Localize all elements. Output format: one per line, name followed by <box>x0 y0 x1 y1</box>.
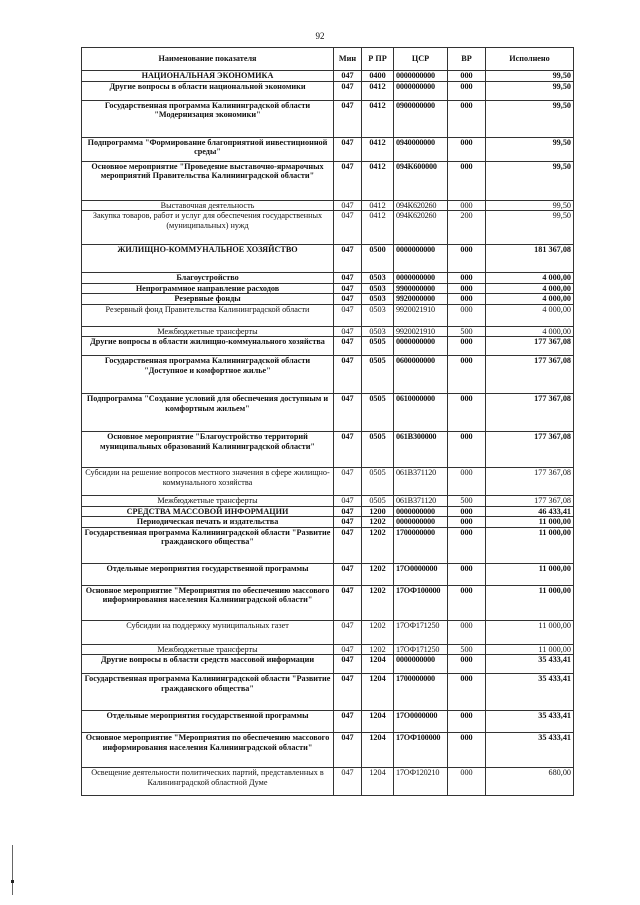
row-vr: 000 <box>448 294 486 305</box>
row-min: 047 <box>334 245 362 273</box>
table-row <box>82 711 574 733</box>
row-min: 047 <box>334 326 362 337</box>
row-rpr: 1202 <box>362 620 394 644</box>
row-vr: 000 <box>448 733 486 768</box>
row-min: 047 <box>334 71 362 82</box>
table-header-row <box>82 48 574 71</box>
table-row <box>82 137 574 161</box>
row-min: 047 <box>334 81 362 100</box>
row-vr: 000 <box>448 506 486 517</box>
row-vr: 500 <box>448 326 486 337</box>
row-name: Другие вопросы в области жилищно-коммунального хозяйства <box>82 337 334 356</box>
row-executed-value: 35 433,41 <box>486 655 574 674</box>
row-name: Отдельные мероприятия государственной программы <box>82 711 334 733</box>
table-row <box>82 468 574 496</box>
table-row <box>82 245 574 273</box>
row-name: Основное мероприятие "Проведение выставочно-ярмарочных мероприятий Правительства Калининградской области" <box>82 161 334 200</box>
row-vr: 000 <box>448 161 486 200</box>
table-row <box>82 768 574 796</box>
table-row <box>82 733 574 768</box>
row-executed-value: 11 000,00 <box>486 563 574 585</box>
row-csr: 0000000000 <box>394 245 448 273</box>
row-rpr: 0505 <box>362 468 394 496</box>
row-csr: 094К620260 <box>394 211 448 245</box>
row-executed-value: 177 367,08 <box>486 468 574 496</box>
row-min: 047 <box>334 527 362 563</box>
row-rpr: 1204 <box>362 655 394 674</box>
table-row <box>82 506 574 517</box>
row-executed-value: 4 000,00 <box>486 294 574 305</box>
row-name: Другие вопросы в области национальной экономики <box>82 81 334 100</box>
row-min: 047 <box>334 655 362 674</box>
row-rpr: 1202 <box>362 644 394 655</box>
row-vr: 000 <box>448 337 486 356</box>
row-csr: 0610000000 <box>394 394 448 432</box>
row-vr: 000 <box>448 356 486 394</box>
row-min: 047 <box>334 711 362 733</box>
row-rpr: 0412 <box>362 200 394 211</box>
row-executed-value: 99,50 <box>486 137 574 161</box>
row-min: 047 <box>334 394 362 432</box>
row-executed-value: 99,50 <box>486 211 574 245</box>
row-name: СРЕДСТВА МАССОВОЙ ИНФОРМАЦИИ <box>82 506 334 517</box>
row-executed-value: 11 000,00 <box>486 620 574 644</box>
row-name: Периодическая печать и издательства <box>82 517 334 528</box>
row-vr: 000 <box>448 585 486 620</box>
row-rpr: 0505 <box>362 337 394 356</box>
row-executed-value: 11 000,00 <box>486 517 574 528</box>
row-name: Благоустройство <box>82 273 334 284</box>
table-row <box>82 432 574 468</box>
row-min: 047 <box>334 294 362 305</box>
row-vr: 000 <box>448 527 486 563</box>
row-csr: 0000000000 <box>394 655 448 674</box>
row-vr: 000 <box>448 394 486 432</box>
row-vr: 000 <box>448 200 486 211</box>
header-vr: ВР <box>448 48 486 71</box>
row-rpr: 1202 <box>362 563 394 585</box>
row-min: 047 <box>334 304 362 326</box>
row-min: 047 <box>334 137 362 161</box>
table-row <box>82 200 574 211</box>
row-executed-value: 99,50 <box>486 81 574 100</box>
row-min: 047 <box>334 356 362 394</box>
row-executed-value: 4 000,00 <box>486 283 574 294</box>
row-rpr: 1204 <box>362 768 394 796</box>
table-row <box>82 337 574 356</box>
row-csr: 9920000000 <box>394 294 448 305</box>
row-name: Отдельные мероприятия государственной программы <box>82 563 334 585</box>
row-executed-value: 11 000,00 <box>486 527 574 563</box>
row-min: 047 <box>334 273 362 284</box>
row-csr: 17ОФ100000 <box>394 585 448 620</box>
row-csr: 1700000000 <box>394 527 448 563</box>
row-executed-value: 181 367,08 <box>486 245 574 273</box>
row-vr: 000 <box>448 81 486 100</box>
row-name: Основное мероприятие "Мероприятия по обеспечению массового информирования населения Калининградской области" <box>82 585 334 620</box>
row-executed-value: 99,50 <box>486 71 574 82</box>
row-csr: 0600000000 <box>394 356 448 394</box>
row-vr: 000 <box>448 711 486 733</box>
row-rpr: 0505 <box>362 394 394 432</box>
row-min: 047 <box>334 506 362 517</box>
row-csr: 0940000000 <box>394 137 448 161</box>
table-body <box>82 71 574 796</box>
row-vr: 000 <box>448 71 486 82</box>
row-executed-value: 177 367,08 <box>486 337 574 356</box>
row-vr: 000 <box>448 137 486 161</box>
scan-edge-mark <box>12 845 13 895</box>
row-min: 047 <box>334 517 362 528</box>
row-vr: 000 <box>448 245 486 273</box>
page-number: 92 <box>315 31 325 41</box>
row-vr: 000 <box>448 273 486 284</box>
table-row <box>82 100 574 137</box>
row-vr: 000 <box>448 304 486 326</box>
row-rpr: 0500 <box>362 245 394 273</box>
row-executed-value: 99,50 <box>486 100 574 137</box>
row-name: Непрограммное направление расходов <box>82 283 334 294</box>
row-csr: 17ОФ171250 <box>394 644 448 655</box>
row-vr: 000 <box>448 432 486 468</box>
row-name: Другие вопросы в области средств массовой информации <box>82 655 334 674</box>
table-row <box>82 620 574 644</box>
row-csr: 0000000000 <box>394 337 448 356</box>
row-executed-value: 177 367,08 <box>486 356 574 394</box>
row-csr: 9900000000 <box>394 283 448 294</box>
row-csr: 061В300000 <box>394 432 448 468</box>
row-csr: 17ОФ100000 <box>394 733 448 768</box>
row-min: 047 <box>334 563 362 585</box>
row-executed-value: 35 433,41 <box>486 711 574 733</box>
row-min: 047 <box>334 161 362 200</box>
row-name: Освещение деятельности политических партий, представленных в Калининградской областной Думе <box>82 768 334 796</box>
table-row <box>82 304 574 326</box>
row-name: Основное мероприятие "Мероприятия по обеспечению массового информирования населения Калининградской области" <box>82 733 334 768</box>
row-name: Субсидии на поддержку муниципальных газет <box>82 620 334 644</box>
row-name: Закупка товаров, работ и услуг для обеспечения государственных (муниципальных) нужд <box>82 211 334 245</box>
scan-dot-mark <box>11 880 14 883</box>
row-vr: 000 <box>448 563 486 585</box>
row-vr: 000 <box>448 283 486 294</box>
header-csr: ЦСР <box>394 48 448 71</box>
row-executed-value: 99,50 <box>486 200 574 211</box>
row-executed-value: 177 367,08 <box>486 432 574 468</box>
table-row <box>82 394 574 432</box>
row-csr: 9920021910 <box>394 304 448 326</box>
table-row <box>82 674 574 711</box>
header-name: Наименование показателя <box>82 48 334 71</box>
row-executed-value: 4 000,00 <box>486 273 574 284</box>
row-vr: 000 <box>448 620 486 644</box>
table-row <box>82 563 574 585</box>
row-rpr: 1202 <box>362 527 394 563</box>
row-csr: 1700000000 <box>394 674 448 711</box>
table-row <box>82 71 574 82</box>
table-row <box>82 356 574 394</box>
row-csr: 0000000000 <box>394 81 448 100</box>
row-min: 047 <box>334 337 362 356</box>
row-vr: 000 <box>448 517 486 528</box>
row-min: 047 <box>334 283 362 294</box>
table-row <box>82 655 574 674</box>
row-rpr: 1204 <box>362 711 394 733</box>
table-row <box>82 496 574 507</box>
row-csr: 17ОФ171250 <box>394 620 448 644</box>
row-csr: 061В371120 <box>394 496 448 507</box>
row-executed-value: 11 000,00 <box>486 585 574 620</box>
row-name: Основное мероприятие "Благоустройство территорий муниципальных образований Калининградской области" <box>82 432 334 468</box>
row-rpr: 1200 <box>362 506 394 517</box>
row-name: НАЦИОНАЛЬНАЯ ЭКОНОМИКА <box>82 71 334 82</box>
row-vr: 200 <box>448 211 486 245</box>
row-name: Государственная программа Калининградской области "Модернизация экономики" <box>82 100 334 137</box>
row-rpr: 0400 <box>362 71 394 82</box>
table-row <box>82 161 574 200</box>
row-executed-value: 177 367,08 <box>486 394 574 432</box>
row-csr: 17О0000000 <box>394 563 448 585</box>
row-vr: 000 <box>448 100 486 137</box>
table-row <box>82 294 574 305</box>
row-name: Межбюджетные трансферты <box>82 644 334 655</box>
row-min: 047 <box>334 211 362 245</box>
row-rpr: 0503 <box>362 283 394 294</box>
row-executed-value: 35 433,41 <box>486 674 574 711</box>
row-name: Подпрограмма "Создание условий для обеспечения доступным и комфортным жильем" <box>82 394 334 432</box>
row-vr: 000 <box>448 674 486 711</box>
row-rpr: 1202 <box>362 585 394 620</box>
row-rpr: 0505 <box>362 432 394 468</box>
header-executed: Исполнено <box>486 48 574 71</box>
row-rpr: 0503 <box>362 304 394 326</box>
table-row <box>82 211 574 245</box>
row-vr: 000 <box>448 468 486 496</box>
row-rpr: 0412 <box>362 100 394 137</box>
row-csr: 17О0000000 <box>394 711 448 733</box>
row-min: 047 <box>334 585 362 620</box>
row-executed-value: 4 000,00 <box>486 326 574 337</box>
header-min: Мин <box>334 48 362 71</box>
row-rpr: 0412 <box>362 161 394 200</box>
row-vr: 000 <box>448 655 486 674</box>
row-csr: 0000000000 <box>394 517 448 528</box>
row-executed-value: 35 433,41 <box>486 733 574 768</box>
row-csr: 094К600000 <box>394 161 448 200</box>
row-rpr: 0503 <box>362 294 394 305</box>
row-csr: 061В371120 <box>394 468 448 496</box>
table-row <box>82 283 574 294</box>
row-min: 047 <box>334 768 362 796</box>
row-min: 047 <box>334 733 362 768</box>
row-name: Государственная программа Калининградской области "Доступное и комфортное жилье" <box>82 356 334 394</box>
row-rpr: 0412 <box>362 81 394 100</box>
row-rpr: 1204 <box>362 674 394 711</box>
table-row <box>82 517 574 528</box>
row-name: Межбюджетные трансферты <box>82 326 334 337</box>
row-name: Государственная программа Калининградской области "Развитие гражданского общества" <box>82 674 334 711</box>
table-row <box>82 273 574 284</box>
row-min: 047 <box>334 432 362 468</box>
row-csr: 0900000000 <box>394 100 448 137</box>
row-executed-value: 11 000,00 <box>486 644 574 655</box>
row-executed-value: 680,00 <box>486 768 574 796</box>
row-executed-value: 177 367,08 <box>486 496 574 507</box>
row-min: 047 <box>334 496 362 507</box>
row-name: Резервные фонды <box>82 294 334 305</box>
row-min: 047 <box>334 620 362 644</box>
row-name: Субсидии на решение вопросов местного значения в сфере жилищно-коммунального хозяйства <box>82 468 334 496</box>
row-name: Межбюджетные трансферты <box>82 496 334 507</box>
row-rpr: 1204 <box>362 733 394 768</box>
row-min: 047 <box>334 100 362 137</box>
row-csr: 17ОФ120210 <box>394 768 448 796</box>
row-rpr: 0412 <box>362 137 394 161</box>
table-row <box>82 527 574 563</box>
row-rpr: 1202 <box>362 517 394 528</box>
row-name: Выставочная деятельность <box>82 200 334 211</box>
row-rpr: 0412 <box>362 211 394 245</box>
row-csr: 0000000000 <box>394 273 448 284</box>
table-row <box>82 585 574 620</box>
row-name: Государственная программа Калининградской области "Развитие гражданского общества" <box>82 527 334 563</box>
row-min: 047 <box>334 674 362 711</box>
table-row <box>82 326 574 337</box>
row-executed-value: 99,50 <box>486 161 574 200</box>
row-rpr: 0503 <box>362 273 394 284</box>
table-row <box>82 644 574 655</box>
row-vr: 500 <box>448 644 486 655</box>
row-csr: 9920021910 <box>394 326 448 337</box>
budget-table <box>81 47 574 796</box>
row-min: 047 <box>334 468 362 496</box>
row-min: 047 <box>334 200 362 211</box>
row-rpr: 0505 <box>362 356 394 394</box>
row-csr: 094К620260 <box>394 200 448 211</box>
row-min: 047 <box>334 644 362 655</box>
row-executed-value: 4 000,00 <box>486 304 574 326</box>
row-rpr: 0503 <box>362 326 394 337</box>
row-csr: 0000000000 <box>394 506 448 517</box>
row-name: Подпрограмма "Формирование благоприятной инвестиционной среды" <box>82 137 334 161</box>
row-name: ЖИЛИЩНО-КОММУНАЛЬНОЕ ХОЗЯЙСТВО <box>82 245 334 273</box>
row-vr: 000 <box>448 768 486 796</box>
row-rpr: 0505 <box>362 496 394 507</box>
row-vr: 500 <box>448 496 486 507</box>
header-rpr: Р ПР <box>362 48 394 71</box>
row-executed-value: 46 433,41 <box>486 506 574 517</box>
row-csr: 0000000000 <box>394 71 448 82</box>
row-name: Резервный фонд Правительства Калининградской области <box>82 304 334 326</box>
table-row <box>82 81 574 100</box>
